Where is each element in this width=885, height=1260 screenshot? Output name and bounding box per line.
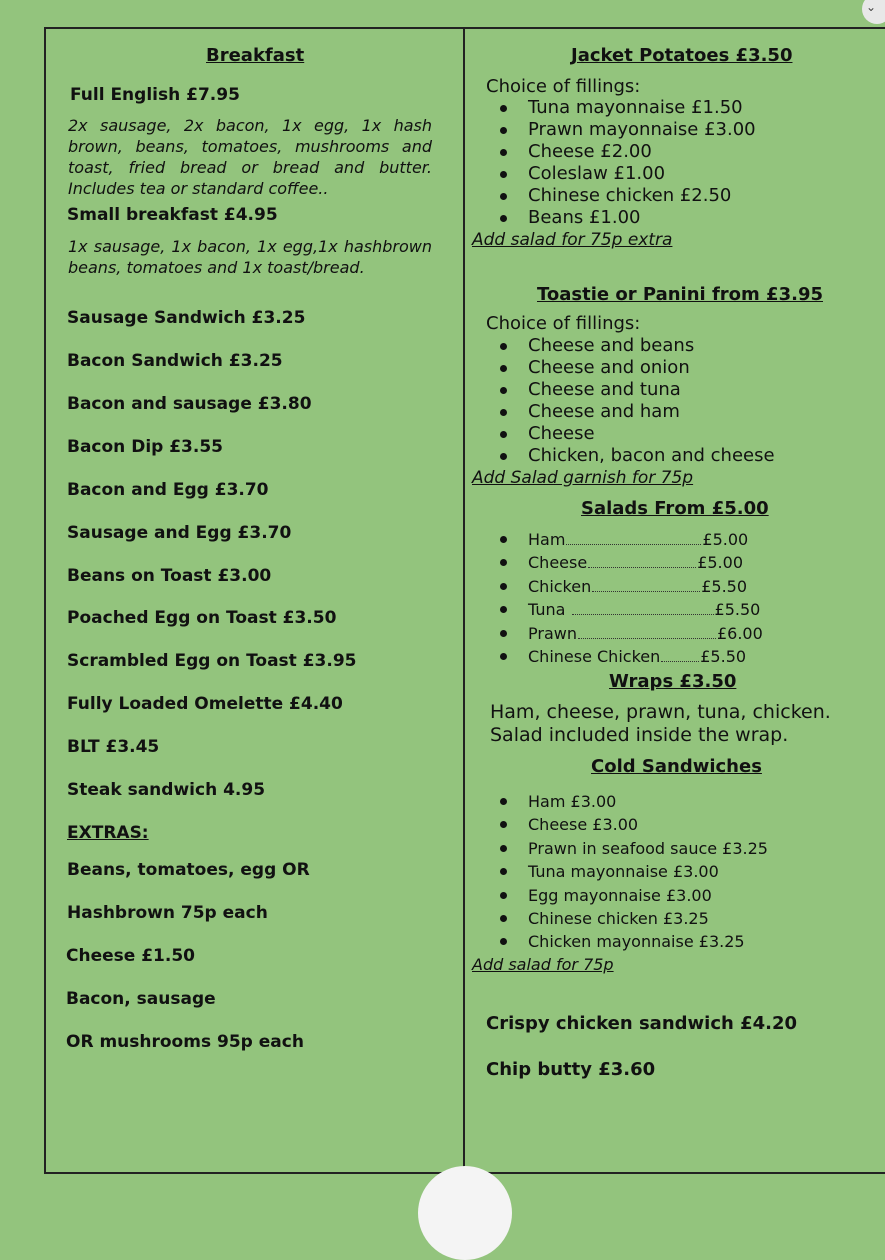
jacket-fillings-list (528, 97, 756, 229)
salad-price: £5.50 (700, 646, 747, 666)
dot-leader (578, 625, 716, 639)
menu-item: Bacon Dip £3.55 (67, 437, 224, 457)
list-item: Coleslaw £1.00 (528, 163, 756, 185)
salad-name: Chicken (528, 576, 592, 596)
toastie-heading: Toastie or Panini from £3.95 (537, 284, 823, 305)
list-item: Egg mayonnaise £3.00 (528, 884, 768, 907)
list-item (528, 622, 763, 645)
list-item: Beans £1.00 (528, 207, 756, 229)
list-item (528, 528, 763, 551)
dot-leader (566, 531, 701, 545)
extras-line: Hashbrown 75p each (67, 903, 268, 923)
extras-line: OR mushrooms 95p each (66, 1032, 304, 1052)
salad-name: Cheese (528, 553, 588, 573)
menu-item: Beans on Toast £3.00 (67, 566, 272, 586)
bottom-action-button[interactable] (418, 1166, 512, 1260)
list-item: Cheese £2.00 (528, 141, 756, 163)
salad-name: Prawn (528, 623, 577, 643)
list-item: Prawn mayonnaise £3.00 (528, 119, 756, 140)
full-english-description: 2x sausage, 2x bacon, 1x egg, 1x hash brown, beans, tomatoes, mushrooms and toast, fried bread or bread and butter. Includes tea or standard coffee.. (68, 116, 432, 198)
list-item: Cheese and ham (528, 401, 775, 423)
extras-line: Beans, tomatoes, egg OR (67, 860, 310, 880)
wraps-note: Salad included inside the wrap. (490, 724, 789, 746)
corner-expand-button[interactable] (862, 0, 885, 24)
salads-heading: Salads From £5.00 (581, 498, 769, 519)
list-item: Prawn in seafood sauce £3.25 (528, 837, 768, 860)
small-breakfast-description: 1x sausage, 1x bacon, 1x egg,1x hashbrown beans, tomatoes and 1x toast/bread. (68, 237, 432, 277)
list-item (528, 598, 763, 621)
extras-line: Bacon, sausage (66, 989, 216, 1009)
menu-item: Fully Loaded Omelette £4.40 (67, 694, 343, 714)
list-item: Tuna mayonnaise £3.00 (528, 860, 768, 883)
menu-item: Scrambled Egg on Toast £3.95 (67, 651, 357, 671)
dot-leader (572, 601, 714, 615)
toastie-salad-note: Add Salad garnish for 75p (472, 468, 694, 488)
salad-price: £6.00 (716, 623, 763, 643)
salad-name: Tuna (528, 600, 571, 620)
list-item: Cheese (528, 423, 775, 445)
list-item: Cheese and onion (528, 357, 775, 379)
jacket-salad-note: Add salad for 75p extra (472, 230, 673, 250)
cold-salad-note: Add salad for 75p (472, 955, 614, 974)
list-item: Chinese chicken £3.25 (528, 907, 768, 930)
list-item (528, 575, 763, 598)
list-item: Chicken, bacon and cheese (528, 445, 775, 466)
menu-item: Sausage and Egg £3.70 (67, 523, 292, 543)
cold-sandwiches-heading: Cold Sandwiches (591, 756, 762, 777)
salad-name: Chinese Chicken (528, 646, 661, 666)
list-item: Cheese and beans (528, 335, 775, 357)
salads-list (528, 528, 763, 668)
dot-leader (661, 648, 699, 662)
list-item: Chicken mayonnaise £3.25 (528, 930, 768, 953)
chip-butty-item: Chip butty £3.60 (486, 1059, 656, 1080)
salad-price: £5.00 (702, 530, 749, 549)
dot-leader (592, 578, 700, 592)
menu-item: BLT £3.45 (67, 737, 160, 757)
list-item: Chinese chicken £2.50 (528, 185, 756, 207)
toastie-fillings-intro: Choice of fillings: (486, 313, 641, 334)
menu-item: Bacon and Egg £3.70 (67, 480, 269, 500)
salad-price: £5.50 (714, 600, 761, 620)
cold-sandwiches-list (528, 790, 768, 954)
list-item: Cheese and tuna (528, 379, 775, 401)
list-item: Ham £3.00 (528, 790, 768, 813)
column-divider (463, 27, 465, 1174)
menu-item: Steak sandwich 4.95 (67, 780, 266, 800)
list-item: Cheese £3.00 (528, 813, 768, 836)
salad-price: £5.50 (701, 576, 748, 596)
menu-item: Poached Egg on Toast £3.50 (67, 608, 337, 628)
menu-item: Bacon and sausage £3.80 (67, 394, 312, 414)
jacket-fillings-intro: Choice of fillings: (486, 76, 641, 97)
chevron-down-icon: ⌄ (866, 0, 877, 14)
breakfast-heading: Breakfast (206, 45, 305, 66)
wraps-description: Ham, cheese, prawn, tuna, chicken. (490, 701, 831, 723)
list-item (528, 645, 763, 668)
extras-heading: EXTRAS: (67, 823, 149, 843)
salad-price: £5.00 (697, 553, 743, 573)
toastie-fillings-list (528, 335, 775, 467)
crispy-chicken-item: Crispy chicken sandwich £4.20 (486, 1013, 798, 1034)
list-item: Tuna mayonnaise £1.50 (528, 97, 756, 119)
jacket-potatoes-heading: Jacket Potatoes £3.50 (571, 45, 793, 66)
dot-leader (588, 554, 696, 568)
menu-item: Sausage Sandwich £3.25 (67, 308, 306, 328)
small-breakfast-item: Small breakfast £4.95 (67, 205, 278, 225)
wraps-heading: Wraps £3.50 (609, 671, 737, 692)
extras-line: Cheese £1.50 (66, 946, 195, 966)
full-english-item: Full English £7.95 (70, 85, 240, 105)
salad-name: Ham (528, 530, 566, 549)
list-item (528, 551, 763, 574)
menu-item: Bacon Sandwich £3.25 (67, 351, 283, 371)
